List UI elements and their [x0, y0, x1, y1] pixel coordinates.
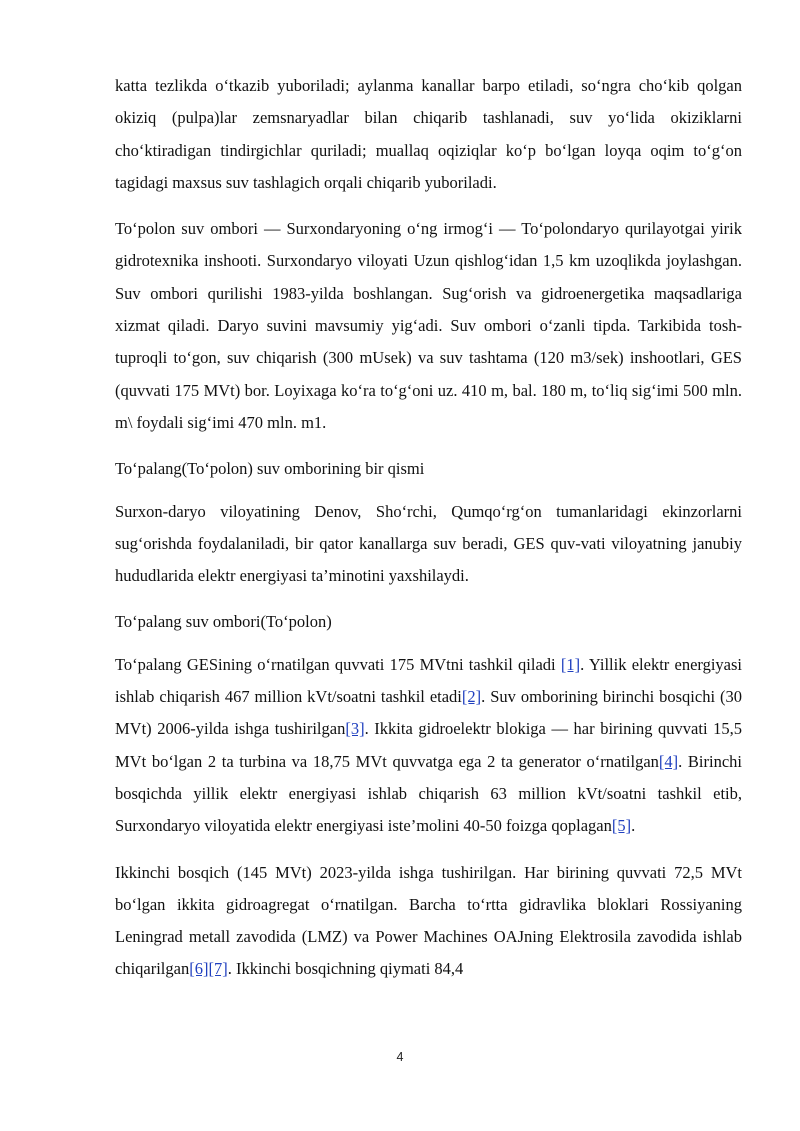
reference-link-5[interactable]: [5]: [611, 816, 632, 836]
text-run: .: [631, 816, 636, 836]
paragraph-hpp-capacity: [115, 649, 742, 843]
text-run: . Ikkita gidroelektr blokiga — har birining quvvati 15,5 MVt bo‘lgan 2 ta turbina va 18,75 MVt quvvatga ega 2 ta generator o‘rnatilgan: [115, 719, 742, 771]
text-run: To‘palang GESining o‘rnatilgan quvvati 175 MVtni tashkil qiladi: [115, 654, 561, 674]
text-run: . Suv omborining birinchi bosqichi (30 MVt) 2006-yilda ishga tushirilgan: [115, 687, 742, 739]
text-run: Ikkinchi bosqich (145 MVt) 2023-yilda ishga tushirilgan. Har birining quvvati 72,5 MVt bo‘lgan ikkita gidroagregat o‘rnatilgan. Barcha to‘rtta gidravlika bloklari Rossiyaning Leningrad metall zavodida (LMZ) va Power Machines OAJning Elektrosila zavodida ishlab chiqarilgan: [115, 862, 742, 979]
text-run: . Yillik elektr energiyasi ishlab chiqarish 467 million kVt/soatni tashkil etadi: [115, 654, 743, 707]
reference-link-2[interactable]: [2]: [461, 687, 482, 707]
paragraph-topolon-reservoir: To‘polon suv ombori — Surxondaryoning o‘ng irmog‘i — To‘polondaryo qurilayotgai yirik gidrotexnika inshooti. Surxondaryo viloyati Uzun qishlog‘idan 1,5 km uzoqlikda joylashgan. Suv ombori qurilishi 1983-yilda boshlangan. Sug‘orish va gidroenergetika maqsadlariga xizmat qiladi. Daryo suvini mavsumiy yig‘adi. Suv ombori o‘zanli tipda. Tarkibida tosh-tuproqli to‘gon, suv chiqarish (300 mUsek) va suv tashtama (120 m3/sek) inshootlari, GES (quvvati 175 MVt) bor. Loyixaga ko‘ra to‘g‘oni uz. 410 m, bal. 180 m, to‘liq sig‘imi 500 mln. m\ foydali sig‘imi 470 mln. m1.: [115, 219, 742, 432]
reference-link-1[interactable]: [1]: [560, 654, 581, 674]
document-body: [115, 70, 742, 1000]
paragraph-second-stage: [115, 857, 742, 986]
text-run: . Birinchi bosqichda yillik elektr energiyasi ishlab chiqarish 63 million kVt/soatni tashkil etib, Surxondaryo viloyatida elektr energiyasi iste’molini 40-50 foizga qoplagan: [115, 751, 742, 836]
page-number: 4: [396, 1050, 404, 1064]
paragraph-sediment: katta tezlikda o‘tkazib yuboriladi; aylanma kanallar barpo etiladi, so‘ngra cho‘kib qolgan okiziq (pulpa)lar zemsnaryadlar bilan chiqarib tashlanadi, suv yo‘lida okiziklarni cho‘ktiradigan tindirgichlar quriladi; muallaq oqiziqlar ko‘p bo‘lgan loyqa oqim to‘g‘on tagidagi maxsus suv tashlagich orqali chiqarib yuboriladi.: [115, 76, 742, 192]
caption-reservoir: To‘palang suv ombori(To‘polon): [115, 612, 332, 632]
reference-link-6[interactable]: [6]: [189, 959, 209, 979]
caption-reservoir-part: To‘palang(To‘polon) suv omborining bir qismi: [115, 459, 425, 479]
reference-link-7[interactable]: [7]: [208, 959, 228, 979]
reference-link-3[interactable]: [3]: [345, 719, 365, 739]
text-run: . Ikkinchi bosqichning qiymati 84,4: [227, 959, 464, 979]
paragraph-irrigation: Surxon-daryo viloyatining Denov, Sho‘rchi, Qumqo‘rg‘on tumanlaridagi ekinzorlarni sug‘orishda foydalaniladi, bir qator kanallarga suv beradi, GES quv-vati viloyatning janubiy hududlarida elektr energiyasi ta’minotini yaxshilaydi.: [115, 501, 742, 586]
reference-link-4[interactable]: [4]: [658, 751, 679, 771]
